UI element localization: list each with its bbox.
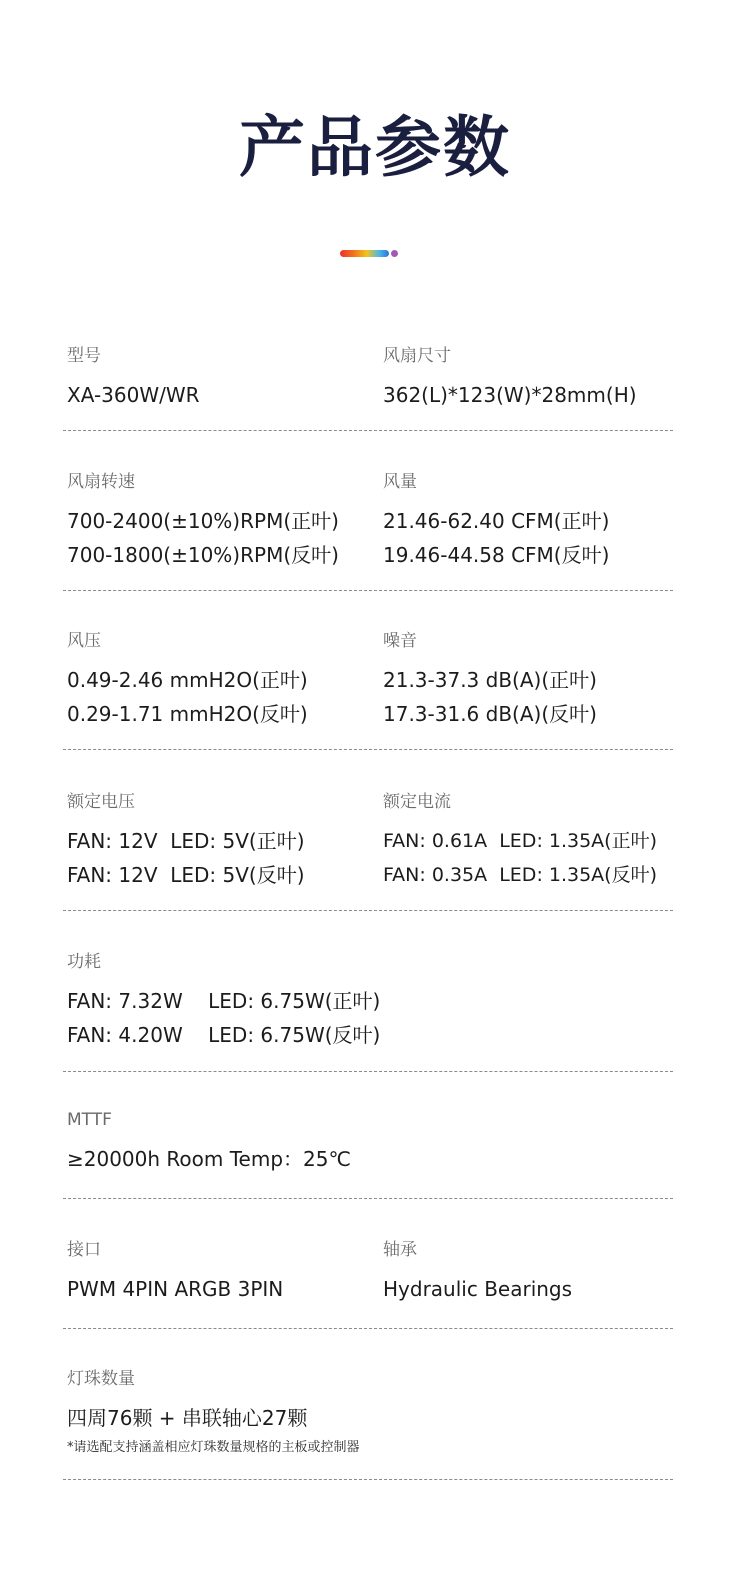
spec-label: 额定电压 — [67, 792, 135, 812]
page-title: 产品参数 — [239, 109, 511, 186]
spec-model — [67, 344, 200, 412]
spec-rated-voltage — [67, 790, 305, 892]
spec-value: 19.46-44.58 CFM(反叶) — [383, 543, 610, 567]
spec-value: XA-360W/WR — [67, 383, 200, 407]
spec-footnote: *请选配支持涵盖相应灯珠数量规格的主板或控制器 — [67, 1440, 360, 1455]
dashed-divider — [63, 1198, 673, 1199]
spec-value: 17.3-31.6 dB(A)(反叶) — [383, 702, 597, 726]
spec-value: FAN: 0.35A LED: 1.35A(反叶) — [383, 864, 658, 886]
spec-value: FAN: 7.32W LED: 6.75W(正叶) — [67, 989, 381, 1013]
spec-value: 0.49-2.46 mmH2O(正叶) — [67, 668, 308, 692]
spec-value: FAN: 12V LED: 5V(正叶) — [67, 829, 305, 853]
title-accent-decoration — [340, 250, 398, 257]
spec-value: 362(L)*123(W)*28mm(H) — [383, 383, 637, 407]
spec-power — [67, 950, 380, 1052]
spec-label: 接口 — [67, 1240, 101, 1260]
spec-value: PWM 4PIN ARGB 3PIN — [67, 1277, 284, 1301]
spec-value: 700-2400(±10%)RPM(正叶) — [67, 509, 339, 533]
spec-label: 功耗 — [67, 952, 101, 972]
accent-gradient-bar — [340, 250, 389, 257]
spec-noise — [383, 629, 597, 731]
spec-label: 轴承 — [383, 1240, 417, 1260]
spec-airflow — [383, 470, 609, 572]
spec-label: 风压 — [67, 631, 101, 651]
dashed-divider — [63, 1071, 673, 1072]
dashed-divider — [63, 749, 673, 750]
spec-label: 额定电流 — [383, 792, 451, 812]
spec-value: FAN: 12V LED: 5V(反叶) — [67, 863, 305, 887]
spec-value: FAN: 4.20W LED: 6.75W(反叶) — [67, 1023, 381, 1047]
spec-interface — [67, 1238, 283, 1306]
spec-value: ≥20000h Room Temp：25℃ — [67, 1147, 351, 1171]
spec-label: 风扇转速 — [67, 472, 135, 492]
spec-mttf — [67, 1108, 351, 1176]
spec-value: 四周76颗 + 串联轴心27颗 — [67, 1406, 308, 1430]
spec-label: 风量 — [383, 472, 417, 492]
spec-rated-current — [383, 790, 657, 892]
spec-label: 型号 — [67, 346, 101, 366]
spec-value: 21.46-62.40 CFM(正叶) — [383, 509, 610, 533]
spec-label: 噪音 — [383, 631, 417, 651]
spec-label: MTTF — [67, 1110, 112, 1130]
spec-value: 0.29-1.71 mmH2O(反叶) — [67, 702, 308, 726]
spec-value: 700-1800(±10%)RPM(反叶) — [67, 543, 339, 567]
dashed-divider — [63, 590, 673, 591]
spec-label: 灯珠数量 — [67, 1369, 135, 1389]
spec-value: 21.3-37.3 dB(A)(正叶) — [383, 668, 597, 692]
spec-value: Hydraulic Bearings — [383, 1277, 573, 1301]
spec-led-count — [67, 1367, 360, 1459]
dashed-divider — [63, 430, 673, 431]
dashed-divider — [63, 1328, 673, 1329]
spec-value: FAN: 0.61A LED: 1.35A(正叶) — [383, 830, 658, 852]
accent-dot — [391, 250, 398, 257]
spec-fan-speed — [67, 470, 339, 572]
spec-fan-size — [383, 344, 637, 412]
spec-bearing — [383, 1238, 572, 1306]
spec-label: 风扇尺寸 — [383, 346, 451, 366]
dashed-divider — [63, 1479, 673, 1480]
spec-air-pressure — [67, 629, 308, 731]
dashed-divider — [63, 910, 673, 911]
